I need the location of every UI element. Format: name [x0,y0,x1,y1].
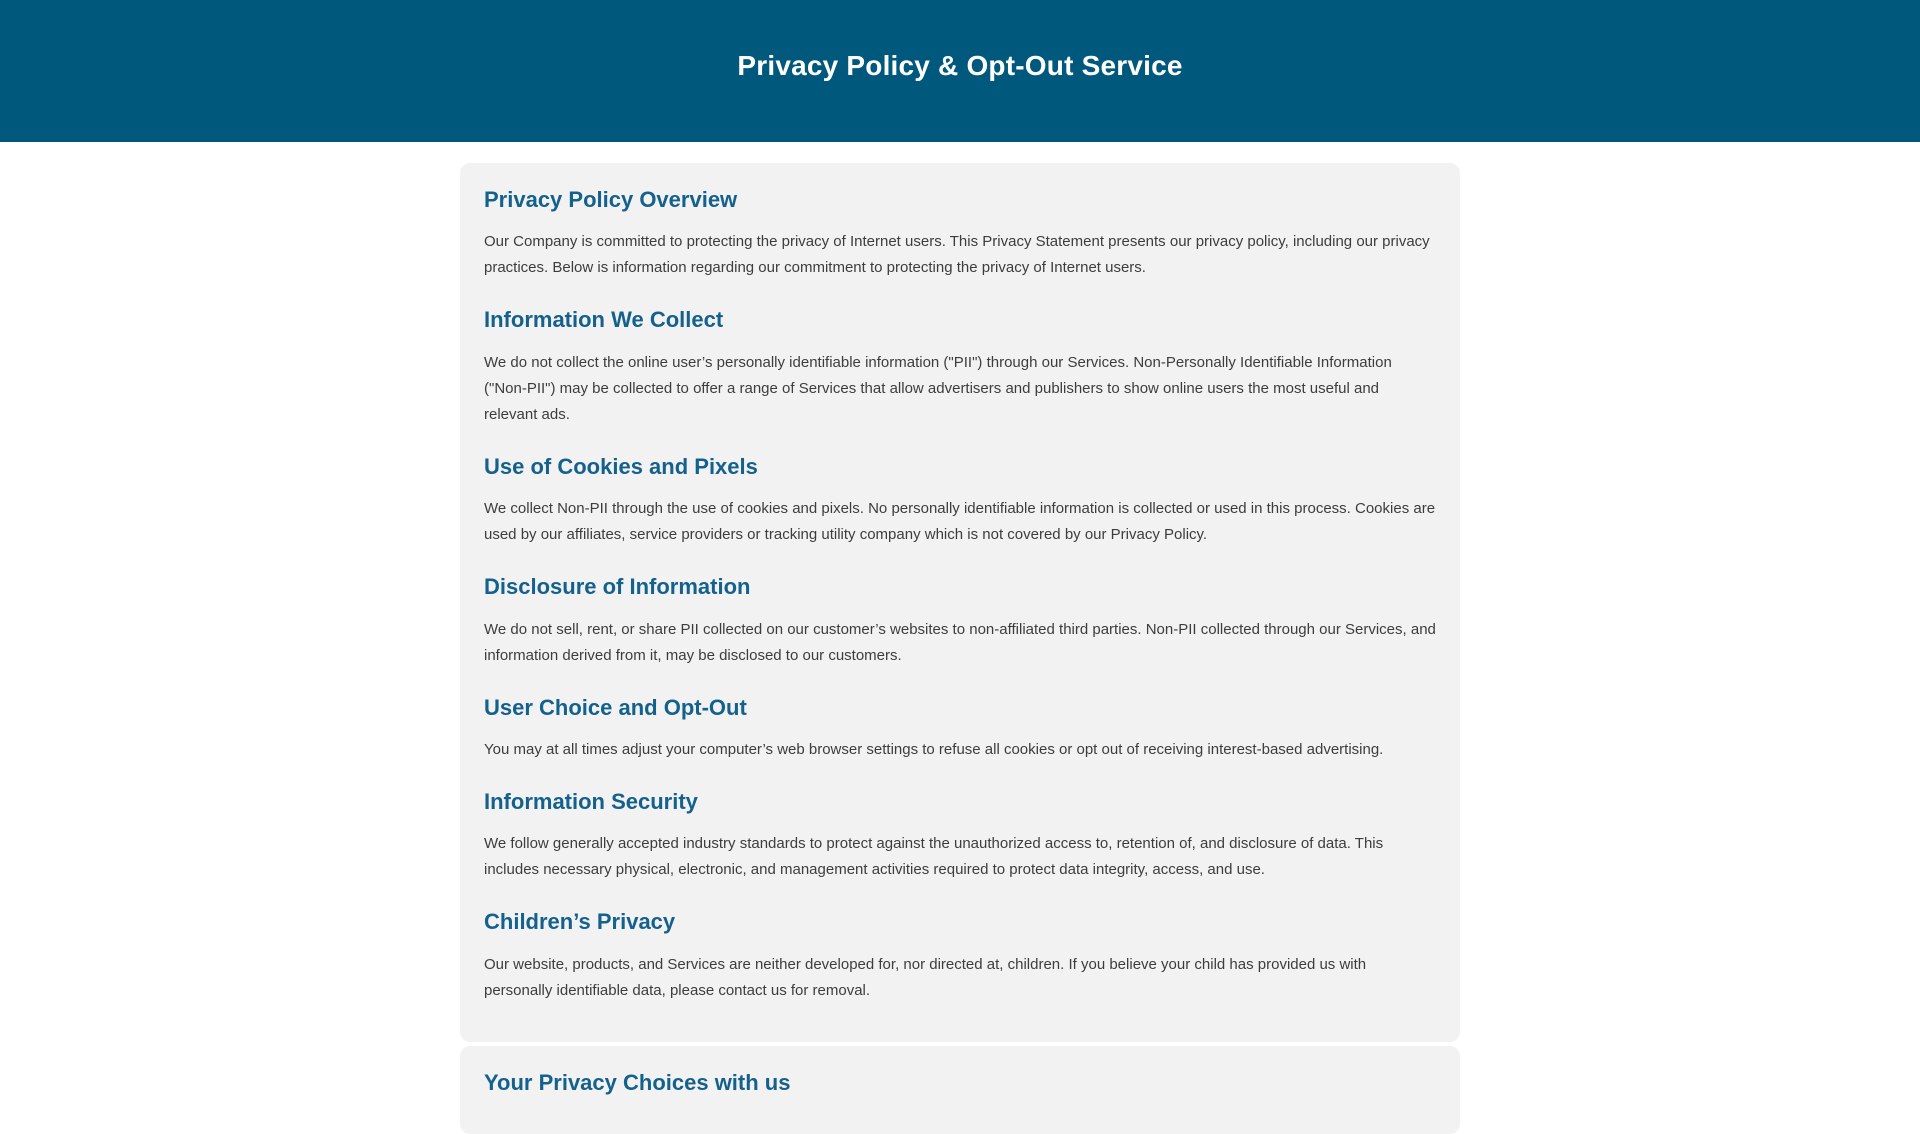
page-header [0,0,1920,142]
section-heading-cookies-and-pixels: Use of Cookies and Pixels [484,453,758,479]
section-body-childrens-privacy: Our website, products, and Services are neither developed for, nor directed at, children. If you believe your child has provided us with personally identifiable data, please contact us for removal. [484,955,1367,999]
page-title: Privacy Policy & Opt-Out Service [737,50,1183,81]
section-body-information-we-collect: We do not collect the online user’s personally identifiable information ("PII") through our Services. Non-Personally Identifiable Information ("Non-PII") may be collected to offer a range of Services that allow advertisers and publishers to show online users the most useful and relevant ads. [484,353,1392,423]
privacy-choices-card [460,1046,1460,1134]
section-body-information-security: We follow generally accepted industry standards to protect against the unauthorized access to, retention of, and disclosure of data. This includes necessary physical, electronic, and management activities required to protect data integrity, access, and use. [484,835,1384,879]
section-heading-overview: Privacy Policy Overview [484,187,738,212]
privacy-policy-card [460,163,1460,1042]
section-body-disclosure: We do not sell, rent, or share PII collected on our customer’s websites to non-affiliated third parties. Non-PII collected through our Services, and information derived from it, may be disclosed to our customers. [484,620,1436,664]
section-heading-user-choice-opt-out: User Choice and Opt-Out [484,694,747,720]
section-heading-information-we-collect: Information We Collect [484,307,724,333]
content-column [460,163,1460,1134]
section-heading-privacy-choices: Your Privacy Choices with us [484,1069,791,1095]
section-body-overview: Our Company is committed to protecting the privacy of Internet users. This Privacy Statement presents our privacy policy, including our privacy practices. Below is information regarding our commitment to protecting the privacy of Internet users. [484,233,1430,277]
section-heading-information-security: Information Security [484,788,698,814]
section-body-cookies-and-pixels: We collect Non-PII through the use of cookies and pixels. No personally identifiable information is collected or used in this process. Cookies are used by our affiliates, service providers or tracking utility company which is not covered by our Privacy Policy. [484,500,1436,544]
section-heading-disclosure: Disclosure of Information [484,574,751,600]
section-body-user-choice-opt-out: You may at all times adjust your computer’s web browser settings to refuse all cookies or opt out of receiving interest-based advertising. [484,740,1384,758]
section-heading-childrens-privacy: Children’s Privacy [484,909,676,935]
